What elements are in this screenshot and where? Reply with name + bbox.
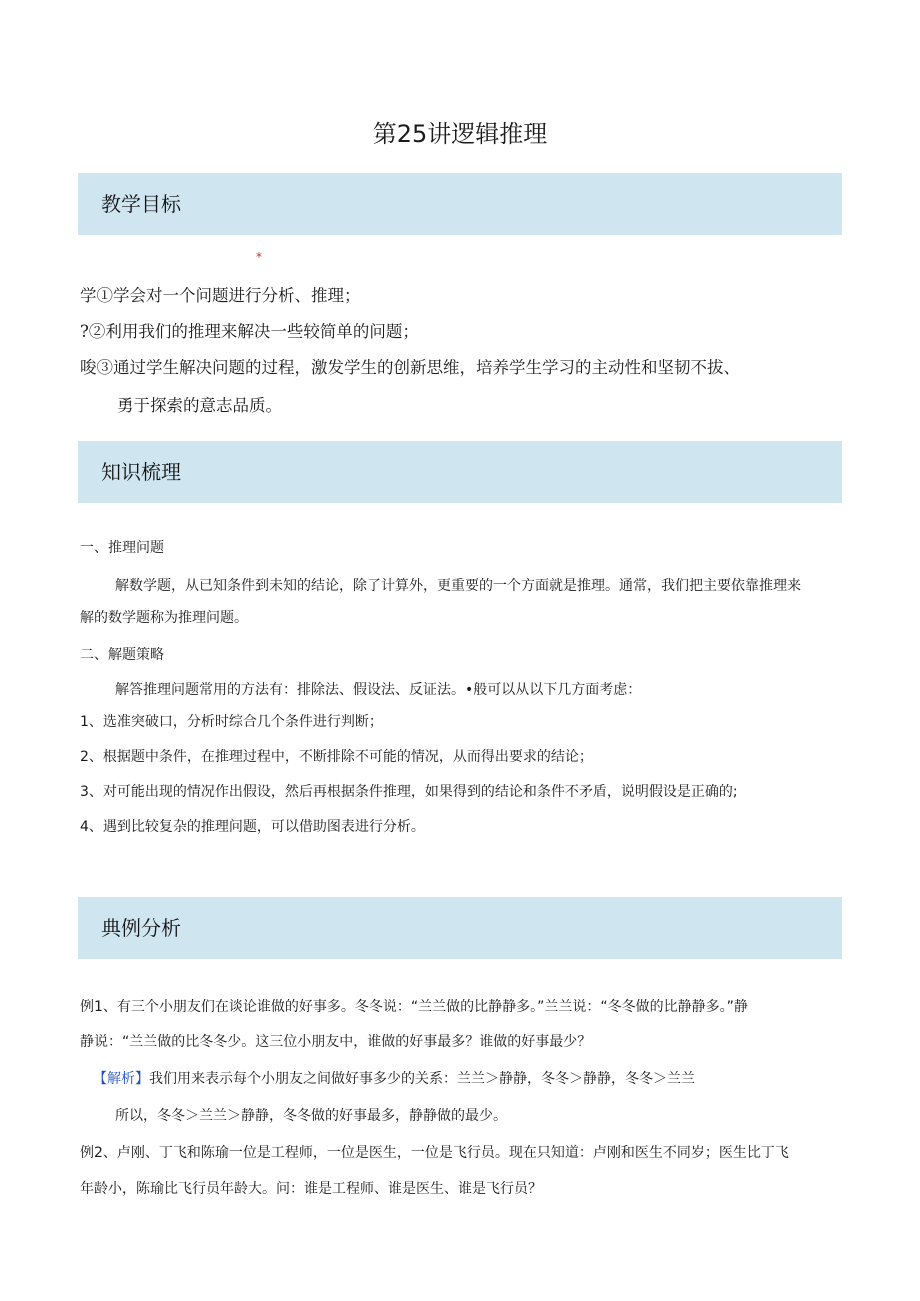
document-title: 第25讲逻辑推理 bbox=[372, 120, 548, 148]
knowledge-heading-2: 二、解题策略 bbox=[80, 647, 164, 663]
strategy-item-1: 1、选准突破口，分析时综合几个条件进行判断； bbox=[80, 714, 383, 730]
strategy-item-3: 3、对可能出现的情况作出假设，然后再根据条件推理，如果得到的结论和条件不矛盾，说明假设是正确的; bbox=[80, 784, 738, 800]
knowledge-heading-1: 一、推理问题 bbox=[80, 540, 164, 556]
knowledge-paragraph-1: 解数学题，从已知条件到未知的结论，除了计算外，更重要的一个方面就是推理。通常，我们把主要依靠推理来 bbox=[115, 578, 801, 594]
star-mark: * bbox=[256, 250, 262, 264]
example-1-question-continued: 静说：“兰兰做的比冬冬少。这三位小朋友中，谁做的好事最多？谁做的好事最少？ bbox=[80, 1034, 592, 1050]
goal-item-3: 唆③通过学生解决问题的过程，激发学生的创新思维，培养学生学习的主动性和坚韧不拔、 bbox=[80, 358, 740, 377]
knowledge-paragraph-1-continued: 解的数学题称为推理问题。 bbox=[80, 610, 248, 626]
analysis-tag: 【解析】 bbox=[93, 1071, 149, 1087]
goal-item-1: 学①学会对一个问题进行分析、推理； bbox=[80, 286, 361, 305]
section-heading-examples: 典例分析 bbox=[78, 897, 842, 959]
goal-item-3-continued: 勇于探索的意志品质。 bbox=[117, 396, 282, 415]
example-1-conclusion: 所以，冬冬＞兰兰＞静静，冬冬做的好事最多，静静做的最少。 bbox=[115, 1108, 507, 1124]
section-heading-goals: 教学目标 bbox=[78, 173, 842, 235]
example-1-analysis bbox=[93, 1068, 695, 1090]
knowledge-paragraph-2: 解答推理问题常用的方法有：排除法、假设法、反证法。•般可以从以下几方面考虑： bbox=[115, 682, 642, 698]
goal-item-2: ?②利用我们的推理来解决一些较简单的问题； bbox=[80, 322, 419, 341]
example-1-question: 例1、有三个小朋友们在谈论谁做的好事多。冬冬说：“兰兰做的比静静多。”兰兰说：“冬冬做的比静静多。”静 bbox=[80, 999, 748, 1015]
example-2-question-continued: 年龄小，陈瑜比飞行员年龄大。问：谁是工程师、谁是医生、谁是飞行员？ bbox=[80, 1181, 542, 1197]
analysis-text: 我们用来表示每个小朋友之间做好事多少的关系：兰兰＞静静，冬冬＞静静，冬冬＞兰兰 bbox=[149, 1071, 695, 1087]
strategy-item-2: 2、根据题中条件，在推理过程中，不断排除不可能的情况，从而得出要求的结论； bbox=[80, 749, 593, 765]
strategy-item-4: 4、遇到比较复杂的推理问题，可以借助图表进行分析。 bbox=[80, 819, 425, 835]
section-heading-knowledge: 知识梳理 bbox=[78, 441, 842, 503]
example-2-question: 例2、卢刚、丁飞和陈瑜一位是工程师，一位是医生，一位是飞行员。现在只知道：卢刚和医生不同岁；医生比丁飞 bbox=[80, 1145, 789, 1161]
